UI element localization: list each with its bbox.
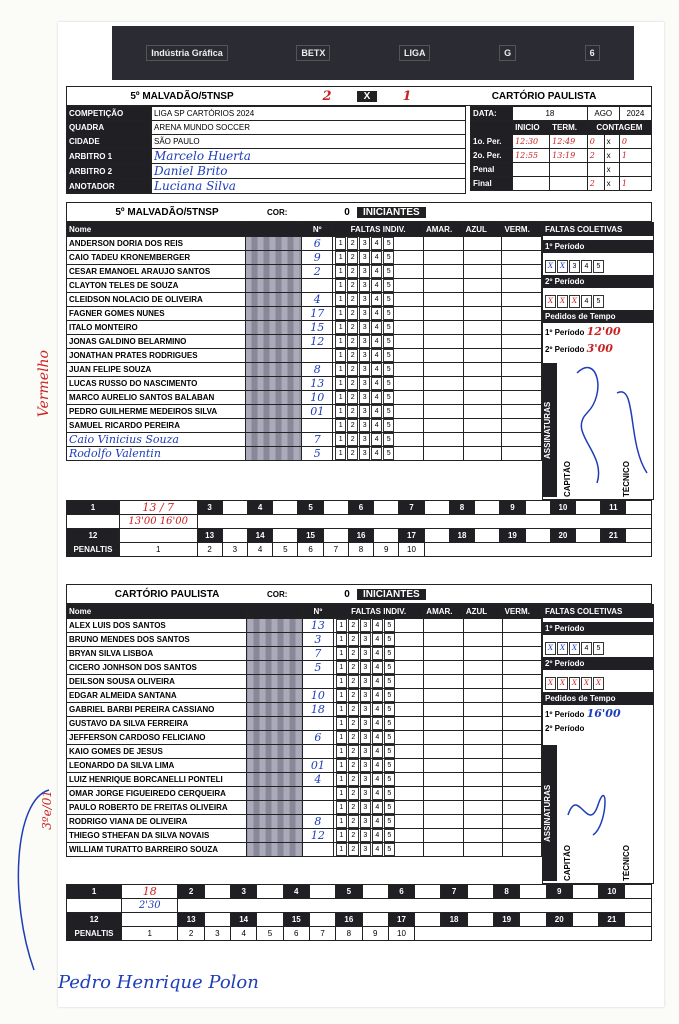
foul-boxes: 1 2 3 4 5 — [333, 717, 423, 731]
player-id-redacted — [247, 731, 303, 745]
player-id-redacted — [247, 675, 303, 689]
player-name: MARCO AURELIO SANTOS BALABAN — [67, 391, 246, 405]
sponsor-3: LIGA — [399, 45, 431, 61]
start-header: INICIO — [513, 121, 550, 135]
player-name: PEDRO GUILHERME MEDEIROS SILVA — [67, 405, 246, 419]
player-name: WILLIAM TURATTO BARREIRO SOUZA — [67, 843, 247, 857]
player-number: 01 — [302, 759, 333, 773]
color-label: COR: — [267, 207, 288, 217]
player-name: JEFFERSON CARDOSO FELICIANO — [67, 731, 247, 745]
team2-header — [66, 584, 652, 604]
player-number: 8 — [302, 815, 333, 829]
info-label: ANOTADOR — [67, 179, 152, 194]
player-row — [67, 293, 542, 307]
blue-header: AZUL — [463, 223, 502, 237]
home-score: 2 — [322, 88, 332, 104]
starters-label: INICIANTES — [357, 589, 426, 600]
player-id-redacted — [245, 251, 301, 265]
player-number: 12 — [302, 829, 333, 843]
team1-roster — [66, 222, 542, 461]
timeouts-label: Pedidos de Tempo — [543, 310, 653, 323]
home-team-title: 5º MALVADÃO/5TNSP — [130, 90, 234, 102]
info-label: COMPETIÇÃO — [67, 107, 152, 121]
player-row — [67, 265, 542, 279]
player-name: SAMUEL RICARDO PEREIRA — [67, 419, 246, 433]
player-name: OMAR JORGE FIGUEIREDO CERQUEIRA — [67, 787, 247, 801]
player-row — [67, 391, 542, 405]
scorer-signature: Luciana Silva — [152, 179, 466, 194]
player-id-redacted — [245, 419, 301, 433]
player-id-redacted — [247, 619, 303, 633]
date-label: DATA: — [471, 107, 513, 121]
player-name: ANDERSON DORIA DOS REIS — [67, 237, 246, 251]
player-row — [67, 661, 542, 675]
foul-boxes: 1 2 3 4 5 — [333, 349, 424, 363]
player-row — [67, 717, 542, 731]
red-header: VERM. — [502, 605, 541, 619]
foul-boxes: 1 2 3 4 5 — [333, 265, 424, 279]
team1-goal-grid: 1 13 / 7 3 4 5 6 7 8 9 10 11 13'00 16'00 12 13 14 15 16 17 18 19 20 21 PENALTIS 1 2 3 4 5 6 7 8 9 10 — [66, 500, 652, 557]
period1-label: 1º Período — [543, 622, 653, 635]
player-row — [67, 675, 542, 689]
player-row — [67, 647, 542, 661]
player-name: DEILSON SOUSA OLIVEIRA — [67, 675, 247, 689]
player-row — [67, 447, 542, 461]
vs-mark: X — [357, 91, 377, 102]
captain-label: CAPITÃO — [563, 461, 572, 497]
player-row — [67, 689, 542, 703]
player-number: 01 — [302, 405, 333, 419]
player-row — [67, 745, 542, 759]
player-id-redacted — [247, 661, 303, 675]
player-number: 17 — [302, 307, 333, 321]
player-id-redacted — [247, 829, 303, 843]
foul-boxes: 1 2 3 4 5 — [333, 745, 423, 759]
player-row — [67, 759, 542, 773]
player-row — [67, 321, 542, 335]
player-row — [67, 307, 542, 321]
yellow-header: AMAR. — [424, 605, 464, 619]
foul-boxes: 1 2 3 4 5 — [333, 829, 423, 843]
fouls-header: FALTAS INDIV. — [333, 605, 423, 619]
player-name: KAIO GOMES DE JESUS — [67, 745, 247, 759]
player-row — [67, 419, 542, 433]
player-row — [67, 773, 542, 787]
away-score: 1 — [402, 88, 412, 104]
count-header: CONTAGEM — [587, 121, 651, 135]
info-table — [66, 106, 466, 194]
signatures-label: ASSINATURAS — [543, 745, 557, 881]
coach-label: TÉCNICO — [622, 461, 631, 497]
margin-bracket — [4, 780, 64, 980]
player-number — [302, 675, 333, 689]
player-number: 10 — [302, 391, 333, 405]
player-id-redacted — [245, 391, 301, 405]
period1-label: 1º Período — [543, 240, 653, 253]
foul-boxes: 1 2 3 4 5 — [333, 447, 424, 461]
player-number: 2 — [302, 265, 333, 279]
foul-boxes: 1 2 3 4 5 — [333, 363, 424, 377]
foul-boxes: 1 2 3 4 5 — [333, 419, 424, 433]
player-id-redacted — [247, 717, 303, 731]
foul-boxes: 1 2 3 4 5 — [333, 843, 423, 857]
player-number — [302, 349, 333, 363]
player-name: GABRIEL BARBI PEREIRA CASSIANO — [67, 703, 247, 717]
player-number: 8 — [302, 363, 333, 377]
yellow-header: AMAR. — [423, 223, 463, 237]
player-id-redacted — [245, 335, 301, 349]
timeouts-label: Pedidos de Tempo — [543, 692, 653, 705]
info-label: QUADRA — [67, 121, 152, 135]
player-row — [67, 843, 542, 857]
foul-boxes: 1 2 3 4 5 — [333, 237, 424, 251]
player-number: 5 — [302, 661, 333, 675]
player-name: PAULO ROBERTO DE FREITAS OLIVEIRA — [67, 801, 247, 815]
foul-boxes: 1 2 3 4 5 — [333, 391, 424, 405]
team2-roster — [66, 604, 542, 857]
team1-zero: 0 — [344, 206, 350, 218]
player-id-redacted — [247, 647, 303, 661]
penalties-label: PENALTIS — [67, 927, 122, 941]
player-number: 10 — [302, 689, 333, 703]
collective-header: FALTAS COLETIVAS — [543, 605, 653, 618]
player-number — [302, 801, 333, 815]
period-row: 2o. Per. 12:55 13:19 2 x 1 — [471, 149, 652, 163]
player-id-redacted — [247, 689, 303, 703]
player-id-redacted — [245, 377, 301, 391]
player-name: ALEX LUIS DOS SANTOS — [67, 619, 247, 633]
player-id-redacted — [247, 801, 303, 815]
team1-title: 5º MALVADÃO/5TNSP — [115, 206, 219, 218]
foul-boxes: 1 2 3 4 5 — [333, 293, 424, 307]
coach-label: TÉCNICO — [622, 845, 631, 881]
player-name: Caio Vinicius Souza — [67, 433, 246, 447]
foul-boxes: 1 2 3 4 5 — [333, 787, 423, 801]
penalties-label: PENALTIS — [67, 543, 120, 557]
team2-signatures — [563, 785, 613, 845]
player-id-redacted — [247, 773, 303, 787]
player-row — [67, 279, 542, 293]
end-header: TERM. — [550, 121, 588, 135]
foul-boxes: 1 2 3 4 5 — [333, 647, 423, 661]
player-number — [302, 745, 333, 759]
player-row — [67, 349, 542, 363]
player-number: 13 — [302, 619, 333, 633]
sponsor-1: Indústria Gráfica — [146, 45, 228, 61]
player-number: 9 — [302, 251, 333, 265]
player-row — [67, 433, 542, 447]
player-row — [67, 801, 542, 815]
info-label: ARBITRO 1 — [67, 149, 152, 164]
player-row — [67, 377, 542, 391]
info-value: ARENA MUNDO SOCCER — [152, 121, 466, 135]
player-name: CAIO TADEU KRONEMBERGER — [67, 251, 246, 265]
player-id-redacted — [245, 279, 301, 293]
player-number: 3 — [302, 633, 333, 647]
timeout-time: 12'00 — [586, 325, 621, 338]
team1-goal-times: 13'00 16'00 — [119, 515, 197, 529]
nr-header: Nº — [302, 223, 333, 237]
timeout-time-2: 3'00 — [586, 342, 613, 355]
player-number — [302, 843, 333, 857]
player-name: BRUNO MENDES DOS SANTOS — [67, 633, 247, 647]
player-row — [67, 633, 542, 647]
player-name: ITALO MONTEIRO — [67, 321, 246, 335]
foul-boxes: 1 2 3 4 5 — [333, 321, 424, 335]
player-id-redacted — [245, 321, 301, 335]
player-id-redacted — [245, 265, 301, 279]
player-row — [67, 251, 542, 265]
player-name: CLEIDSON NOLACIO DE OLIVEIRA — [67, 293, 246, 307]
margin-note-2: 3ºe/01 — [40, 790, 54, 830]
foul-boxes: 1 2 3 4 5 — [333, 251, 424, 265]
info-value: LIGA SP CARTÓRIOS 2024 — [152, 107, 466, 121]
player-row — [67, 703, 542, 717]
foul-boxes: 1 2 3 4 5 — [333, 675, 423, 689]
foul-boxes: 1 2 3 4 5 — [333, 689, 423, 703]
starters-label: INICIANTES — [357, 207, 426, 218]
player-id-redacted — [245, 307, 301, 321]
period2-label: 2º Período — [543, 275, 653, 288]
player-number — [302, 419, 333, 433]
player-number — [302, 279, 333, 293]
player-row — [67, 829, 542, 843]
collective-header: FALTAS COLETIVAS — [543, 223, 653, 236]
foul-boxes: 1 2 3 4 5 — [333, 405, 424, 419]
match-header — [66, 86, 652, 106]
away-team-title: CARTÓRIO PAULISTA — [491, 90, 597, 102]
player-row — [67, 237, 542, 251]
player-number: 7 — [302, 433, 333, 447]
info-label: ARBITRO 2 — [67, 164, 152, 179]
player-number: 4 — [302, 773, 333, 787]
foul-boxes: 1 2 3 4 5 — [333, 279, 424, 293]
player-number: 4 — [302, 293, 333, 307]
player-name: EDGAR ALMEIDA SANTANA — [67, 689, 247, 703]
player-id-redacted — [245, 447, 301, 461]
player-row — [67, 815, 542, 829]
date-year: 2024 — [619, 107, 651, 121]
foul-boxes: 1 2 3 4 5 — [333, 815, 423, 829]
team1-header — [66, 202, 652, 222]
info-label: CIDADE — [67, 135, 152, 149]
bottom-handwritten-note: Pedro Henrique Polon — [58, 972, 259, 993]
player-name: JUAN FELIPE SOUZA — [67, 363, 246, 377]
foul-boxes: 1 2 3 4 5 — [333, 773, 423, 787]
info-value: SÃO PAULO — [152, 135, 466, 149]
foul-boxes: 1 2 3 4 5 — [333, 703, 423, 717]
team1-collective-fouls: FALTAS COLETIVAS 1º Período X X 3 4 5 2º Período X X X 4 5 Pedidos de Tempo 1º Período 12'00 2º Período 3'00 ASSINATURAS CAPITÃO TÉCNICO — [542, 222, 654, 500]
name-header: Nome — [67, 223, 246, 237]
sponsor-2: BETX — [296, 45, 330, 61]
team2-goal-times: 2'30 — [122, 899, 178, 913]
player-id-redacted — [247, 703, 303, 717]
player-name: CESAR EMANOEL ARAUJO SANTOS — [67, 265, 246, 279]
player-row — [67, 731, 542, 745]
player-row — [67, 405, 542, 419]
player-number — [302, 717, 333, 731]
player-id-redacted — [247, 815, 303, 829]
player-number: 18 — [302, 703, 333, 717]
player-name: RODRIGO VIANA DE OLIVEIRA — [67, 815, 247, 829]
team1-signatures — [567, 353, 653, 497]
team2-collective-fouls: FALTAS COLETIVAS 1º Período X X X 4 5 2º Período X X X X X Pedidos de Tempo 1º Período 16'00 2º Período ASSINATURAS CAPITÃO TÉCNICO — [542, 604, 654, 884]
player-row — [67, 335, 542, 349]
timeout-time: 16'00 — [586, 707, 621, 720]
player-id-redacted — [245, 293, 301, 307]
player-id-redacted — [247, 745, 303, 759]
period2-label: 2º Período — [543, 657, 653, 670]
sponsor-4: G — [499, 45, 516, 61]
foul-boxes: 1 2 3 4 5 — [333, 759, 423, 773]
player-name: LUIZ HENRIQUE BORCANELLI PONTELI — [67, 773, 247, 787]
player-row — [67, 363, 542, 377]
period-row: Final 2 x 1 — [471, 177, 652, 191]
player-name: JONATHAN PRATES RODRIGUES — [67, 349, 246, 363]
player-id-redacted — [245, 237, 301, 251]
margin-note-red: Vermelho — [36, 350, 52, 418]
nr-header: Nº — [302, 605, 333, 619]
team2-goal-grid: 1 18 2 3 4 5 6 7 8 9 10 2'30 12 13 14 15 16 17 18 19 20 21 PENALTIS 1 2 3 4 5 6 7 8 9 10 — [66, 884, 652, 941]
captain-label: CAPITÃO — [563, 845, 572, 881]
player-name: FAGNER GOMES NUNES — [67, 307, 246, 321]
player-id-redacted — [247, 843, 303, 857]
player-id-redacted — [245, 433, 301, 447]
date-day: 18 — [513, 107, 588, 121]
player-number: 6 — [302, 237, 333, 251]
foul-boxes: 1 2 3 4 5 — [333, 731, 423, 745]
date-period-table — [470, 106, 652, 191]
signatures-label: ASSINATURAS — [543, 363, 557, 497]
date-month: AGO — [587, 107, 619, 121]
player-name: CICERO JONHSON DOS SANTOS — [67, 661, 247, 675]
player-name: GUSTAVO DA SILVA FERREIRA — [67, 717, 247, 731]
period-row: Penal x — [471, 163, 652, 177]
player-name: CLAYTON TELES DE SOUZA — [67, 279, 246, 293]
player-id-redacted — [245, 349, 301, 363]
referee-2-signature: Daniel Brito — [152, 164, 466, 179]
team2-goal-note: 18 — [122, 885, 178, 899]
player-name: THIEGO STHEFAN DA SILVA NOVAIS — [67, 829, 247, 843]
team2-zero: 0 — [344, 588, 350, 600]
period-row: 1o. Per. 12:30 12:49 0 x 0 — [471, 135, 652, 149]
player-name: LUCAS RUSSO DO NASCIMENTO — [67, 377, 246, 391]
player-number — [302, 787, 333, 801]
blue-header: AZUL — [463, 605, 502, 619]
color-label: COR: — [267, 589, 288, 599]
sponsor-banner — [112, 26, 634, 80]
player-number: 13 — [302, 377, 333, 391]
player-id-redacted — [247, 759, 303, 773]
player-id-redacted — [245, 363, 301, 377]
player-id-redacted — [245, 405, 301, 419]
player-row — [67, 787, 542, 801]
player-id-redacted — [247, 633, 303, 647]
team2-title: CARTÓRIO PAULISTA — [114, 588, 220, 600]
foul-boxes: 1 2 3 4 5 — [333, 619, 423, 633]
player-number: 15 — [302, 321, 333, 335]
player-id-redacted — [247, 787, 303, 801]
sponsor-5: 6 — [585, 45, 600, 61]
red-header: VERM. — [502, 223, 542, 237]
foul-boxes: 1 2 3 4 5 — [333, 433, 424, 447]
player-number: 12 — [302, 335, 333, 349]
foul-boxes: 1 2 3 4 5 — [333, 633, 423, 647]
foul-boxes: 1 2 3 4 5 — [333, 801, 423, 815]
player-name: LEONARDO DA SILVA LIMA — [67, 759, 247, 773]
player-number: 7 — [302, 647, 333, 661]
name-header: Nome — [67, 605, 247, 619]
foul-boxes: 1 2 3 4 5 — [333, 307, 424, 321]
player-row — [67, 619, 542, 633]
foul-boxes: 1 2 3 4 5 — [333, 335, 424, 349]
referee-1-signature: Marcelo Huerta — [152, 149, 466, 164]
fouls-header: FALTAS INDIV. — [333, 223, 424, 237]
foul-boxes: 1 2 3 4 5 — [333, 661, 423, 675]
player-name: Rodolfo Valentin — [67, 447, 246, 461]
team1-goal-note: 13 / 7 — [119, 501, 197, 515]
player-number: 6 — [302, 731, 333, 745]
player-name: JONAS GALDINO BELARMINO — [67, 335, 246, 349]
player-name: BRYAN SILVA LISBOA — [67, 647, 247, 661]
player-number: 5 — [302, 447, 333, 461]
foul-boxes: 1 2 3 4 5 — [333, 377, 424, 391]
